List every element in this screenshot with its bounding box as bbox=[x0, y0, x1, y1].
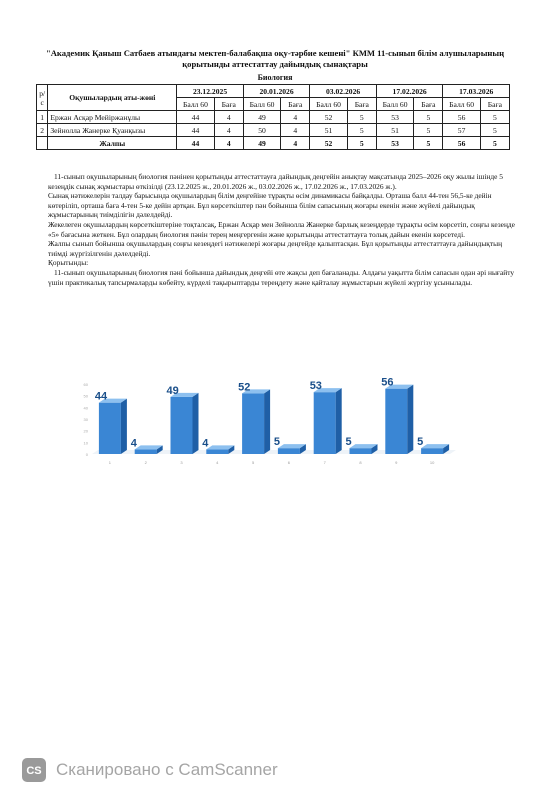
bar-side bbox=[336, 388, 342, 454]
score-cell: 51 bbox=[376, 124, 413, 137]
bar-side bbox=[264, 389, 270, 454]
header-date: 17.02.2026 bbox=[376, 85, 443, 98]
y-tick-label: 50 bbox=[83, 393, 88, 399]
chart-bar bbox=[350, 444, 378, 454]
total-cell: 5 bbox=[414, 137, 443, 150]
y-tick-label: 0 bbox=[85, 452, 88, 457]
chart-bar bbox=[135, 445, 163, 454]
bar-front bbox=[278, 448, 300, 454]
header-date: 17.03.2026 bbox=[443, 85, 510, 98]
scanner-watermark: Сканировано с CamScanner bbox=[56, 760, 278, 779]
score-cell: 52 bbox=[310, 111, 347, 124]
bar-front bbox=[171, 397, 193, 454]
x-tick-label: 1 bbox=[108, 460, 112, 465]
header-sub: Балл 60 bbox=[243, 98, 280, 111]
score-cell: 5 bbox=[414, 111, 443, 124]
results-table bbox=[36, 84, 510, 150]
header-sub: Баға bbox=[281, 98, 310, 111]
data-label: 5 bbox=[273, 436, 281, 449]
data-label: 5 bbox=[417, 436, 424, 449]
x-tick-label: 10 bbox=[429, 460, 435, 465]
header-sub: Баға bbox=[214, 98, 243, 111]
header-sub: Балл 60 bbox=[376, 98, 413, 111]
document-title: "Академик Қаныш Сатбаев атындағы мектеп-балабақша оқу-тәрбие кешені" КММ 11-сынып білім алушыларының қорытынды аттестаттау дайындық сынақтары bbox=[45, 48, 505, 69]
bar-side bbox=[121, 399, 127, 454]
header-sub: Балл 60 bbox=[177, 98, 214, 111]
table-row bbox=[37, 124, 510, 137]
bar-front bbox=[385, 389, 407, 454]
chart-bar bbox=[278, 444, 306, 454]
bar-chart bbox=[78, 342, 458, 492]
table-body bbox=[37, 111, 510, 150]
data-label: 53 bbox=[309, 380, 322, 393]
data-label: 52 bbox=[238, 381, 251, 394]
y-tick-label: 20 bbox=[83, 428, 88, 434]
x-tick-label: 8 bbox=[359, 460, 362, 465]
body-text bbox=[48, 172, 518, 287]
paragraph: Жекелеген оқушылардың көрсеткіштеріне тоқталсақ, Ержан Асқар мен Зейнолла Жанерке барлық кезеңдерде тұрақты өсім көрсетіп, соңғы кезеңде «5» бағасына жеткен. Бұл олардың биология пәнін терең меңгергенін және қорытынды аттестаттауға толық дайын екенін көрсетеді. bbox=[48, 219, 515, 239]
y-tick-label: 10 bbox=[83, 440, 88, 446]
camscanner-logo-icon bbox=[22, 758, 46, 782]
camscanner-logo-text: CS bbox=[26, 765, 42, 777]
header-name: Оқушылардың аты-жөні bbox=[48, 85, 177, 111]
score-cell: 57 bbox=[443, 124, 480, 137]
bar-front bbox=[350, 448, 372, 454]
header-sub: Балл 60 bbox=[310, 98, 347, 111]
score-cell: 5 bbox=[347, 124, 376, 137]
total-cell: 56 bbox=[443, 137, 480, 150]
paragraph: 11-сынып оқушыларының биология пәні бойынша дайындық деңгейі өте жақсы деп бағаланады. Алдағы уақытта білім сапасын одан әрі нығайту үшін практикалық тапсырмаларды көбейту, күрделі тақырыптарды тереңдету және қайталау жұмыстарын жүйелі жүргізу ұсынылады. bbox=[48, 267, 515, 287]
score-cell: 5 bbox=[414, 124, 443, 137]
chart-bar bbox=[314, 388, 342, 454]
total-cell: 5 bbox=[347, 137, 376, 150]
total-empty-cell bbox=[37, 137, 48, 150]
header-date: 20.01.2026 bbox=[243, 85, 310, 98]
header-sub: Баға bbox=[347, 98, 376, 111]
score-cell: 50 bbox=[243, 124, 280, 137]
score-cell: 4 bbox=[214, 124, 243, 137]
total-cell: 49 bbox=[243, 137, 280, 150]
total-row bbox=[37, 137, 510, 150]
score-cell: 5 bbox=[347, 111, 376, 124]
paragraph: Сынақ нәтижелерін талдау барысында оқушылардың білім деңгейіне тұрақты өсім динамикасы байқалды. Орташа балл 44-тен 56,5-ке дейін көтеріліп, орташа баға 4-тен 5-ке дейін артқан. Бұл көрсеткіштер пән бойынша білім сапасының жоғары екенін және жүйелі дайындық жұмыстарының тиімділігін дәлелдейді. bbox=[48, 191, 492, 220]
bar-front bbox=[421, 448, 443, 454]
x-tick-label: 6 bbox=[287, 460, 291, 465]
y-tick-label: 40 bbox=[83, 405, 88, 411]
header-date: 23.12.2025 bbox=[177, 85, 244, 98]
data-label: 4 bbox=[130, 437, 137, 450]
data-label: 4 bbox=[202, 437, 209, 450]
chart-bar bbox=[421, 444, 449, 454]
score-cell: 51 bbox=[310, 124, 347, 137]
bar-side bbox=[193, 393, 199, 454]
header-date: 03.02.2026 bbox=[310, 85, 377, 98]
data-label: 5 bbox=[345, 436, 352, 449]
bar-side bbox=[407, 385, 413, 454]
header-sub: Баға bbox=[480, 98, 509, 111]
total-cell: 44 bbox=[177, 137, 214, 150]
document-subtitle: Биология bbox=[257, 73, 293, 82]
bar-front bbox=[242, 393, 264, 454]
score-cell: 56 bbox=[443, 111, 480, 124]
x-tick-label: 2 bbox=[144, 460, 147, 465]
total-cell: 4 bbox=[214, 137, 243, 150]
chart-bar bbox=[242, 389, 270, 454]
total-cell: 53 bbox=[376, 137, 413, 150]
x-tick-label: 9 bbox=[395, 460, 398, 465]
x-tick-label: 3 bbox=[180, 460, 183, 465]
row-number: 2 bbox=[37, 124, 48, 137]
chart-bar bbox=[171, 393, 199, 454]
score-cell: 44 bbox=[177, 111, 214, 124]
score-cell: 4 bbox=[281, 111, 310, 124]
header-sub: Баға bbox=[414, 98, 443, 111]
data-label: 56 bbox=[381, 376, 394, 389]
header-sub: Балл 60 bbox=[443, 98, 480, 111]
bar-front bbox=[206, 449, 228, 454]
total-label: Жалпы bbox=[48, 137, 177, 150]
student-name: Зейнолла Жанерке Қуанқызы bbox=[48, 124, 177, 137]
y-tick-label: 30 bbox=[83, 417, 88, 422]
chart-bar bbox=[206, 445, 234, 454]
x-tick-label: 4 bbox=[216, 460, 219, 465]
score-cell: 49 bbox=[243, 111, 280, 124]
total-cell: 52 bbox=[310, 137, 347, 150]
bar-front bbox=[314, 392, 336, 454]
score-cell: 4 bbox=[214, 111, 243, 124]
chart-bar bbox=[99, 399, 127, 454]
paragraph: 11-сынып оқушыларының биология пәнінен қорытынды аттестаттауға дайындық деңгейін анықтау мақсатында 2025–2026 оқу жылы ішінде 5 кезеңдік сынақ жұмыстары өткізілді (23.12.2025 ж., 20.01.2026 ж., 03.02.2026 ж., 17.02.2026 ж., 17.03.2026 ж.). bbox=[48, 172, 503, 191]
total-cell: 5 bbox=[480, 137, 509, 150]
student-name: Ержан Асқар Мейіржанұлы bbox=[48, 111, 177, 124]
y-tick-label: 60 bbox=[83, 382, 88, 387]
score-cell: 4 bbox=[281, 124, 310, 137]
x-tick-label: 5 bbox=[251, 460, 255, 465]
header-no: р/с bbox=[37, 85, 48, 111]
row-number: 1 bbox=[37, 111, 48, 124]
total-cell: 4 bbox=[281, 137, 310, 150]
x-tick-label: 7 bbox=[323, 460, 326, 465]
paragraph: Қорытынды: bbox=[48, 258, 89, 268]
data-label: 49 bbox=[166, 384, 179, 397]
score-cell: 53 bbox=[376, 111, 413, 124]
score-cell: 5 bbox=[480, 111, 509, 124]
bar-front bbox=[135, 449, 157, 454]
score-cell: 5 bbox=[480, 124, 509, 137]
table-row bbox=[37, 111, 510, 124]
bar-front bbox=[99, 403, 121, 454]
data-label: 44 bbox=[94, 390, 108, 403]
chart-svg bbox=[78, 342, 458, 492]
chart-bar bbox=[385, 385, 413, 454]
paragraph: Жалпы сынып бойынша оқушылардың соңғы кезеңдегі нәтижелері жоғары деңгейде қалыптасқан. Бұл қорытынды аттестаттауға дайындықтың тиімді жүргізілгенін дәлелдейді. bbox=[48, 239, 503, 258]
score-cell: 44 bbox=[177, 124, 214, 137]
